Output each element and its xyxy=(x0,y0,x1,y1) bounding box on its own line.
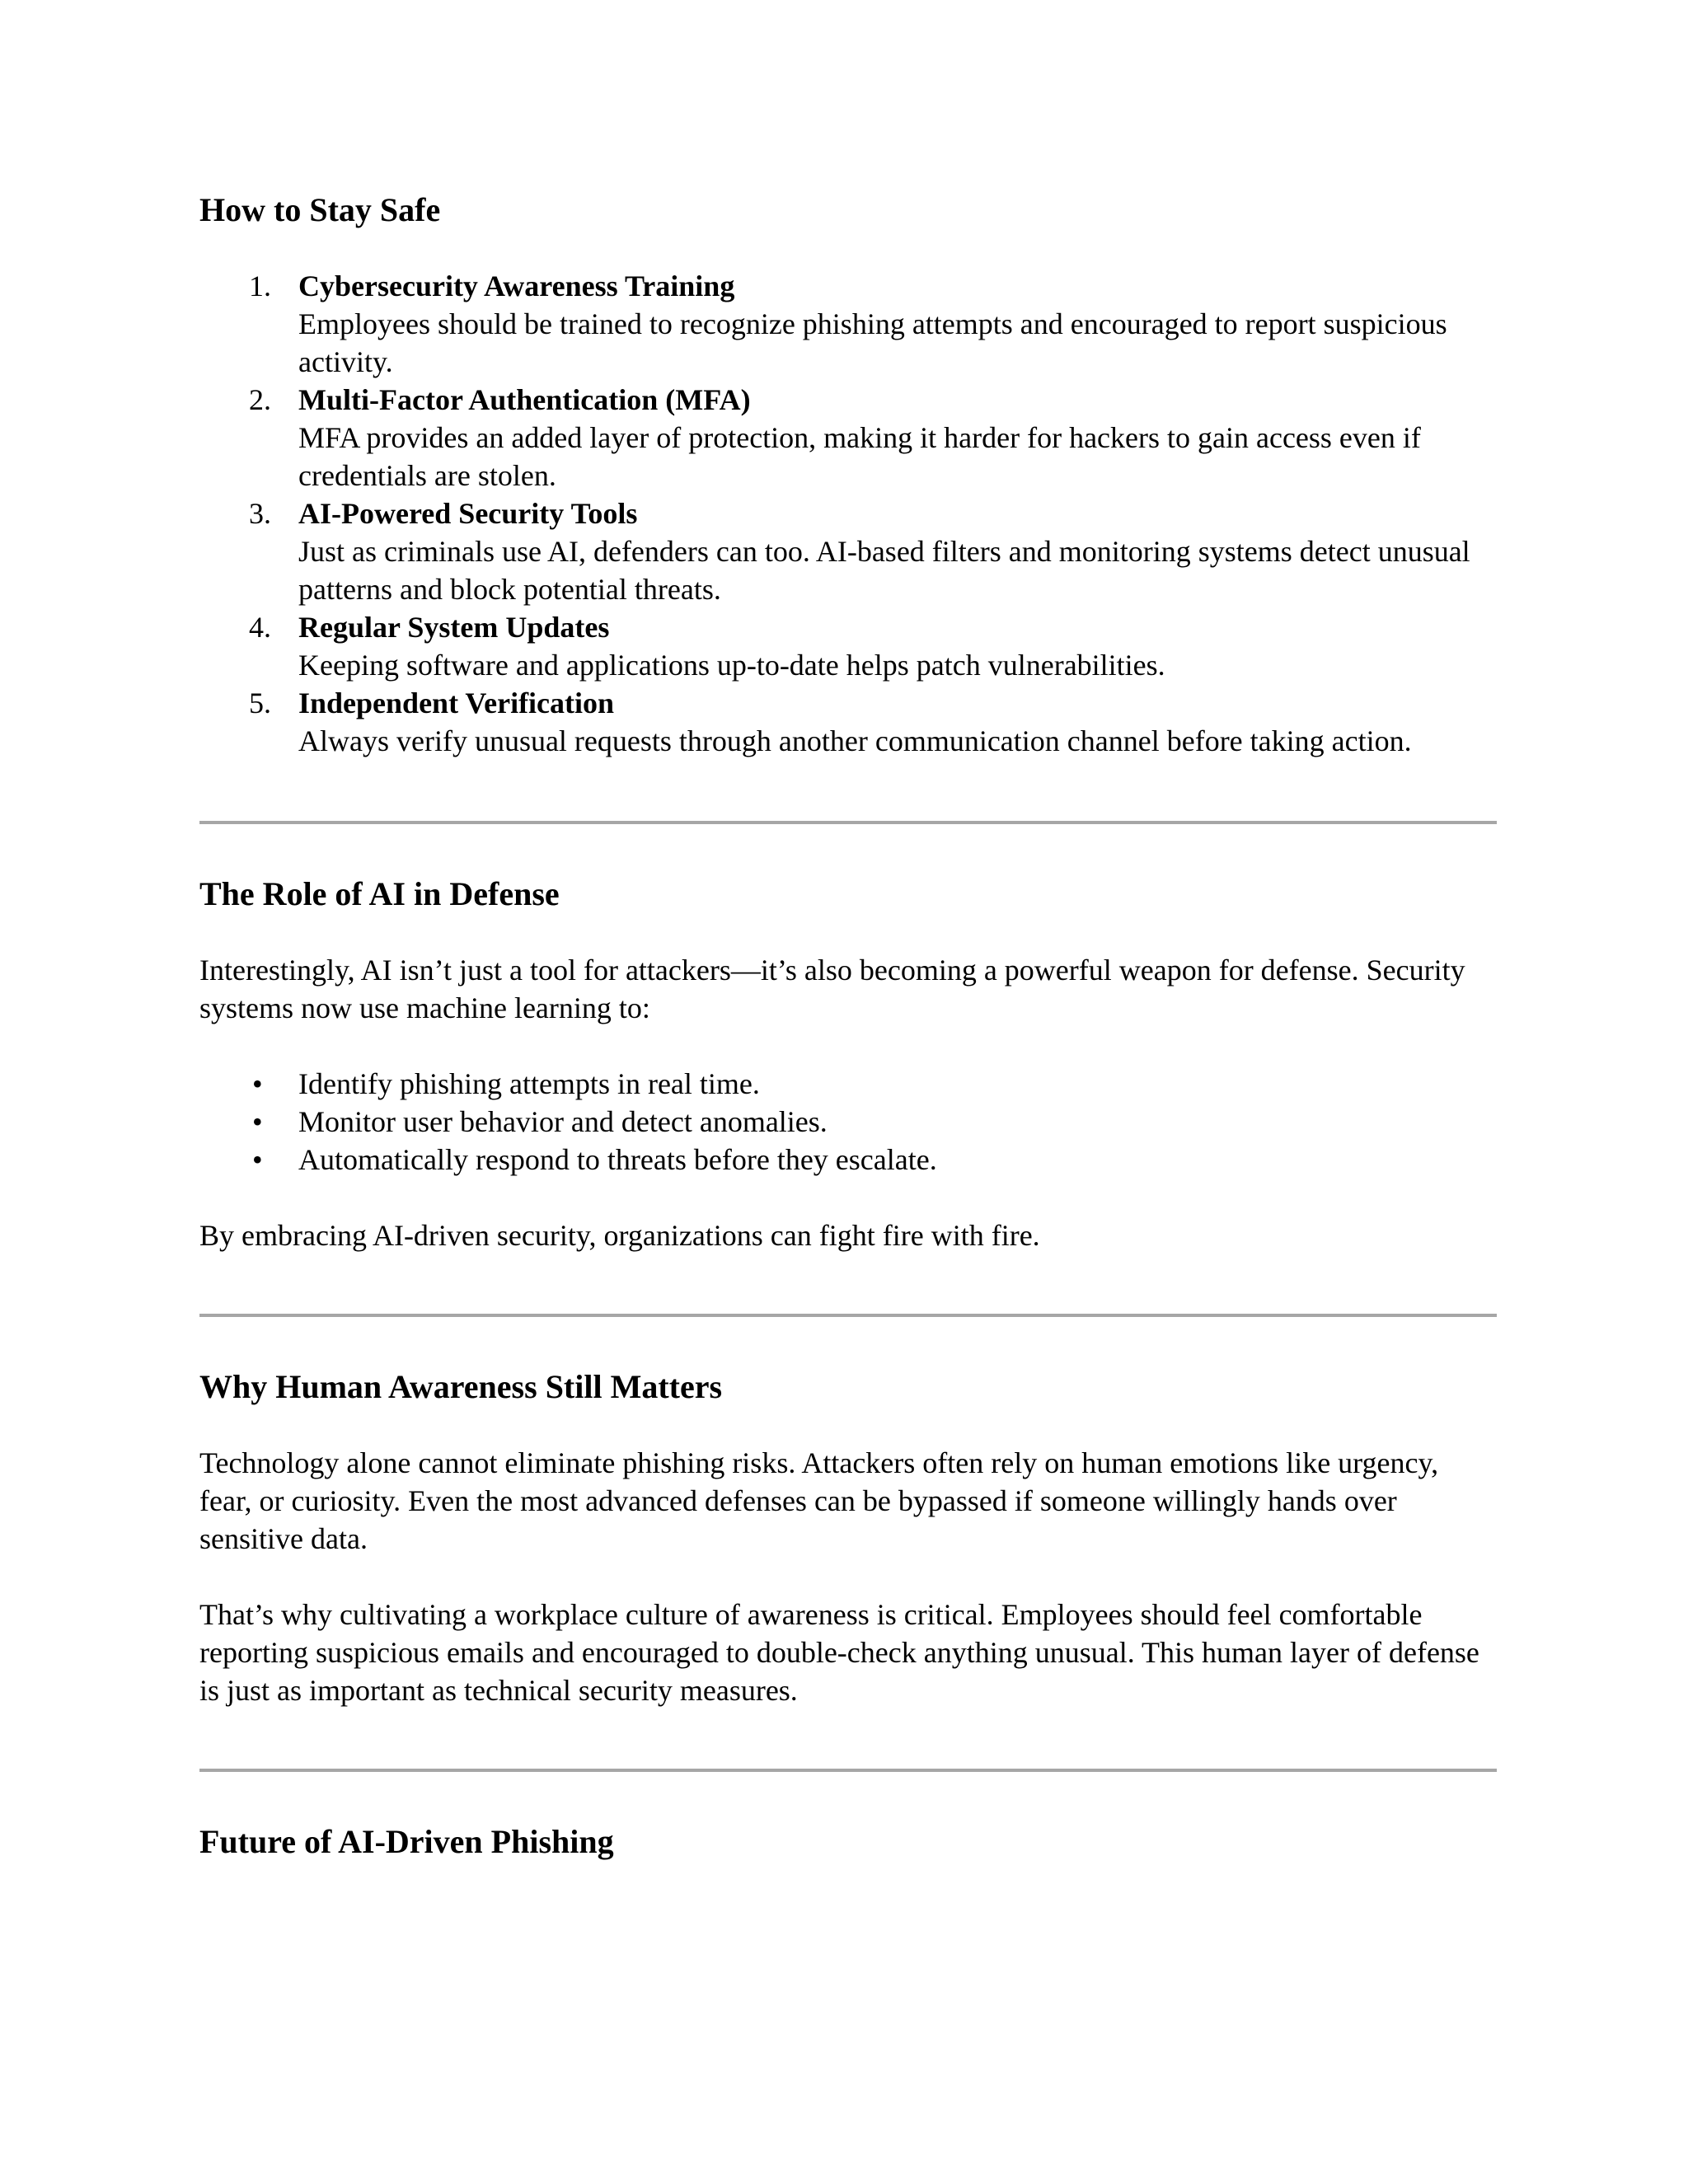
bullet-icon: • xyxy=(252,1105,263,1138)
section-divider xyxy=(199,821,1497,824)
section-how-to-stay-safe xyxy=(199,190,1497,760)
list-item-text: Automatically respond to threats before they escalate. xyxy=(298,1143,937,1176)
list-item-description: Keeping software and applications up-to-date helps patch vulnerabilities. xyxy=(298,649,1165,682)
list-item xyxy=(199,267,1497,381)
section-heading: Future of AI-Driven Phishing xyxy=(199,1823,614,1860)
list-item-text: Identify phishing attempts in real time. xyxy=(298,1067,760,1100)
list-item-description: Always verify unusual requests through another communication channel before taking action. xyxy=(298,724,1412,757)
section-paragraph: By embracing AI-driven security, organizations can fight fire with fire. xyxy=(199,1219,1040,1252)
list-item xyxy=(199,1103,1497,1141)
section-role-of-ai-in-defense xyxy=(199,874,1497,1254)
ai-defense-bullet-list xyxy=(199,1065,1497,1179)
list-item-title: Regular System Updates xyxy=(298,611,610,644)
list-item-number: 1. xyxy=(249,269,271,302)
list-item-number: 4. xyxy=(249,611,271,644)
list-item-description: Employees should be trained to recognize phishing attempts and encouraged to report suspicious activity. xyxy=(298,307,1447,378)
section-paragraph: That’s why cultivating a workplace culture of awareness is critical. Employees should feel comfortable reporting suspicious emails and encouraged to double-check anything unusual. This human layer of defense is just as important as technical security measures. xyxy=(199,1598,1479,1707)
list-item xyxy=(199,1141,1497,1179)
list-item xyxy=(199,1065,1497,1103)
list-item-title: Independent Verification xyxy=(298,687,615,719)
list-item xyxy=(199,381,1497,494)
list-item-text: Monitor user behavior and detect anomalies. xyxy=(298,1105,828,1138)
list-item xyxy=(199,684,1497,760)
list-item xyxy=(199,494,1497,608)
section-heading: Why Human Awareness Still Matters xyxy=(199,1368,723,1405)
bullet-icon: • xyxy=(252,1067,263,1100)
bullet-icon: • xyxy=(252,1143,263,1176)
list-item xyxy=(199,608,1497,684)
section-why-human-awareness-still-matters xyxy=(199,1366,1497,1709)
section-future-of-ai-driven-phishing xyxy=(199,1821,1497,1863)
list-item-description: Just as criminals use AI, defenders can too. AI-based filters and monitoring systems detect unusual patterns and block potential threats. xyxy=(298,535,1470,606)
list-item-title: Cybersecurity Awareness Training xyxy=(298,269,735,302)
section-paragraph: Interestingly, AI isn’t just a tool for attackers—it’s also becoming a powerful weapon for defense. Security systems now use machine learning to: xyxy=(199,954,1465,1024)
list-item-title: Multi-Factor Authentication (MFA) xyxy=(298,383,751,416)
list-item-number: 2. xyxy=(249,383,271,416)
section-heading: The Role of AI in Defense xyxy=(199,875,560,912)
section-heading: How to Stay Safe xyxy=(199,191,441,228)
section-divider xyxy=(199,1314,1497,1317)
list-item-description: MFA provides an added layer of protection, making it harder for hackers to gain access even if credentials are stolen. xyxy=(298,421,1421,492)
list-item-title: AI-Powered Security Tools xyxy=(298,497,638,530)
list-item-number: 3. xyxy=(249,497,271,530)
section-divider xyxy=(199,1769,1497,1772)
list-item-number: 5. xyxy=(249,687,271,719)
document-content xyxy=(199,190,1497,1863)
section-paragraph: Technology alone cannot eliminate phishing risks. Attackers often rely on human emotions like urgency, fear, or curiosity. Even the most advanced defenses can be bypassed if someone willingly hands over sensitive data. xyxy=(199,1446,1439,1555)
safety-steps-list xyxy=(199,267,1497,760)
